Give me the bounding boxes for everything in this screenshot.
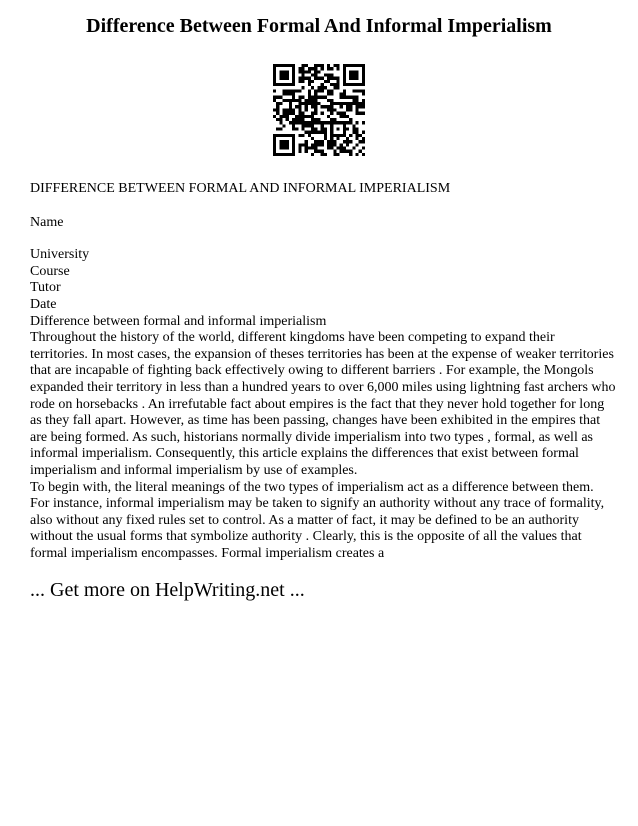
name-line: Name <box>30 214 64 230</box>
date-line: Date <box>30 296 57 312</box>
university-line: University <box>30 247 90 263</box>
essay-subtitle: Difference between formal and informal imperialism <box>30 313 327 329</box>
get-more-link[interactable]: ... Get more on HelpWriting.net ... <box>30 579 305 601</box>
tutor-line: Tutor <box>30 280 61 296</box>
paragraph-2: To begin with, the literal meanings of the two types of imperialism act as a difference between them. For instance, informal imperialism may be taken to signify an authority without any trace of formality, also without any fixed rules set to control. As a matter of fact, it may be defined to be an authority without the usual forms that symbolize authority . Clearly, this is the opposite of all the values that formal imperialism encompasses. Formal imperialism creates a <box>30 479 605 561</box>
qr-code-icon <box>273 64 365 156</box>
essay-heading: DIFFERENCE BETWEEN FORMAL AND INFORMAL IMPERIALISM <box>30 181 451 196</box>
course-line: Course <box>30 263 70 279</box>
document-title: Difference Between Formal And Informal Imperialism <box>86 15 552 37</box>
document-body <box>30 181 616 562</box>
paragraph-1: Throughout the history of the world, different kingdoms have been competing to expand their territories. In most cases, the expansion of theses territories has been at the expense of weaker territories that are incapable of fighting back effectively owing to different barriers . For example, the Mongols expanded their territory in less than a hundred years to over 6,000 miles using lightning fast archers who rode on horsebacks . An irrefutable fact about empires is the fact that they never hold together for long as they fall apart. However, as time has been passing, changes have been exhibited in the empires that are being formed. As such, historians normally divide imperialism into two types , formal, as well as informal imperialism. Consequently, this article explains the differences that exist between formal imperialism and informal imperialism by use of examples. <box>30 330 616 478</box>
